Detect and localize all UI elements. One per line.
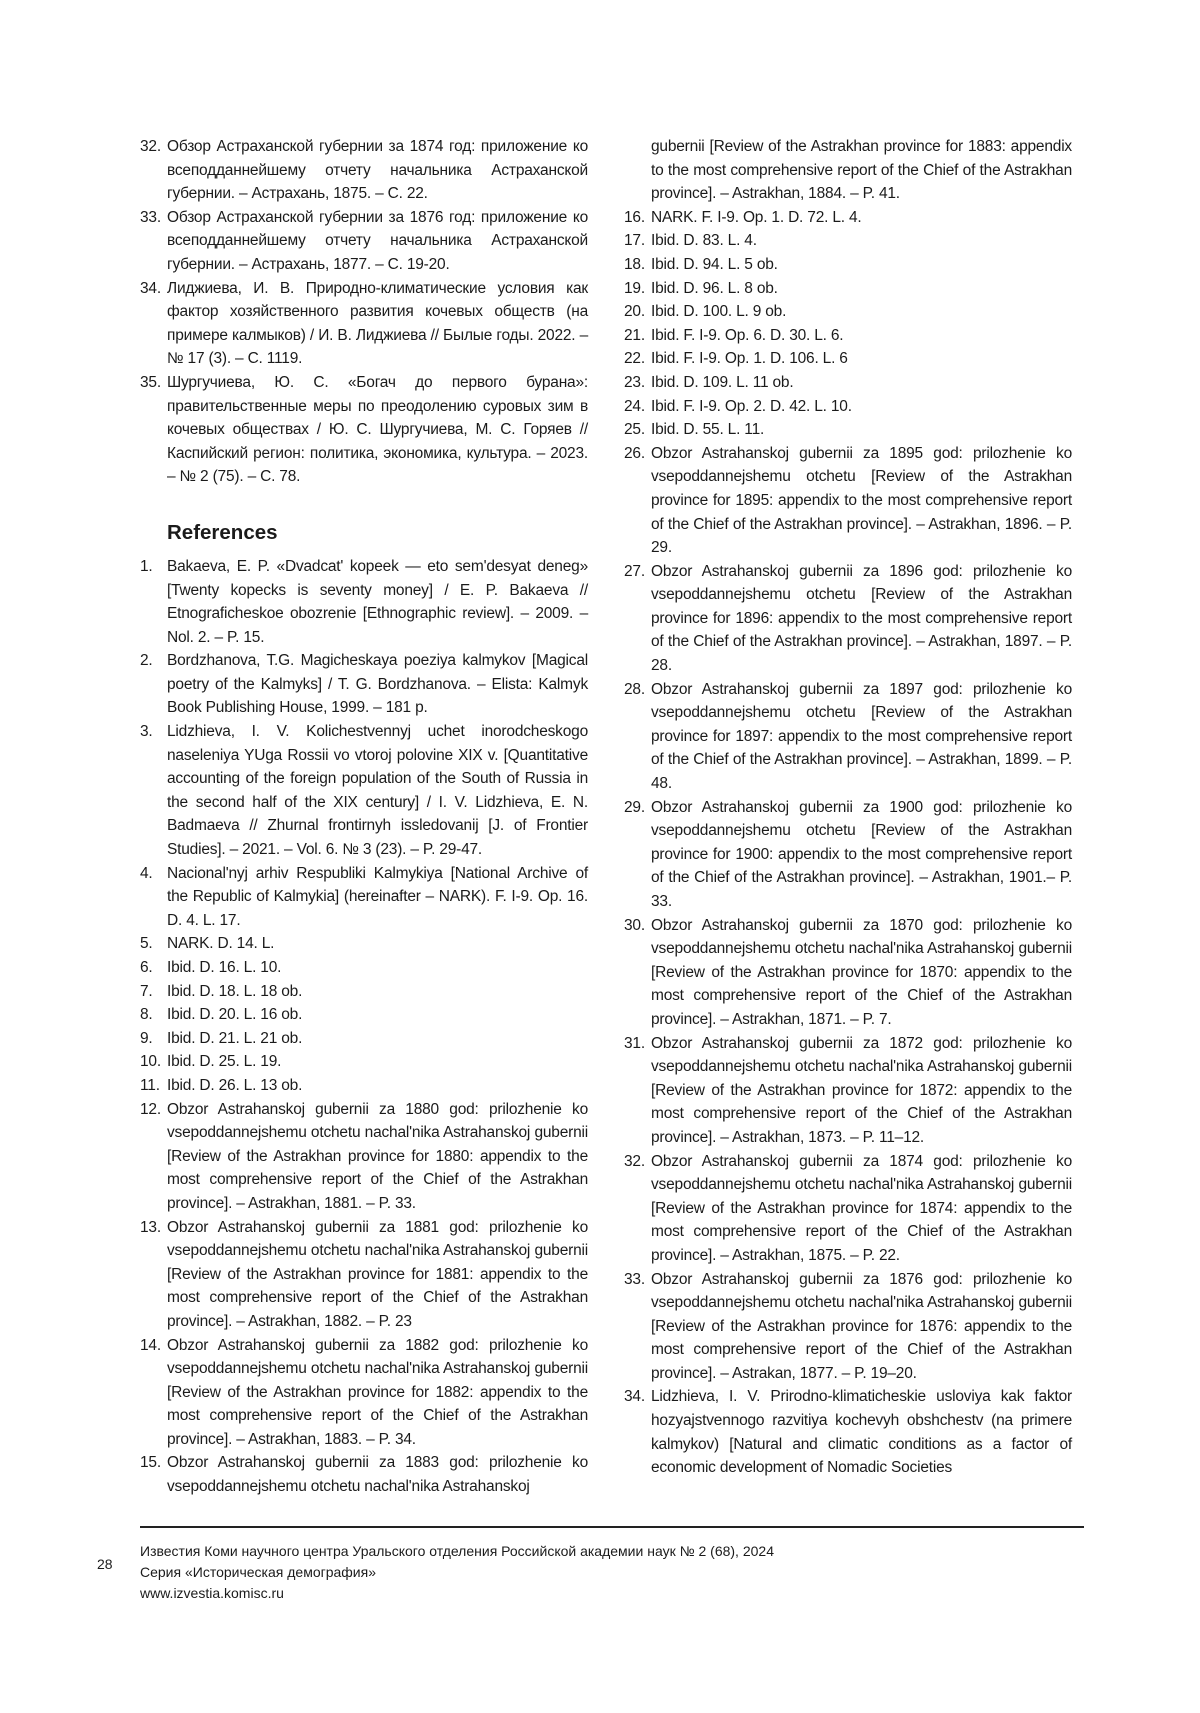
right-column xyxy=(624,135,1072,1480)
reference-text: Obzor Astrahanskoj gubernii za 1882 god: prilozhenie ko vsepoddannejshemu otchetu nachal'nika Astrahanskoj gubernii [Review of the Astrakhan province for 1882: appendix to the most comprehensive report of the Chief of the Astrakhan province]. – Astrakhan, 1883. – P. 34. xyxy=(167,1336,588,1448)
reference-number: 31. xyxy=(624,1034,645,1052)
reference-text: Ibid. D. 25. L. 19. xyxy=(167,1053,282,1071)
reference-text: Ibid. D. 21. L. 21 ob. xyxy=(167,1029,303,1047)
left-column xyxy=(140,135,588,1499)
reference-item xyxy=(624,678,1072,796)
footer-divider xyxy=(140,1526,1084,1528)
reference-number: 20. xyxy=(624,303,645,321)
reference-number: 32. xyxy=(140,138,161,155)
reference-item xyxy=(624,796,1072,914)
reference-number: 10. xyxy=(140,1053,161,1071)
reference-number: 33. xyxy=(624,1270,645,1288)
reference-item xyxy=(140,277,588,371)
series-title: Серия «Историческая демография» xyxy=(140,1564,376,1580)
reference-item xyxy=(140,649,588,720)
reference-item xyxy=(624,1032,1072,1150)
reference-number: 27. xyxy=(624,562,645,580)
reference-number: 4. xyxy=(140,864,153,882)
reference-number: 11. xyxy=(140,1076,160,1094)
reference-item xyxy=(140,1050,588,1074)
reference-number: 29. xyxy=(624,798,645,816)
reference-number: 9. xyxy=(140,1029,153,1047)
reference-item xyxy=(140,932,588,956)
reference-text: Obzor Astrahanskoj gubernii za 1880 god: prilozhenie ko vsepoddannejshemu otchetu nachal'nika Astrahanskoj gubernii [Review of the Astrakhan province for 1880: appendix to the most comprehensive report of the Chief of the Astrakhan province]. – Astrakhan, 1881. – P. 33. xyxy=(167,1100,588,1212)
reference-item xyxy=(624,1150,1072,1268)
reference-item xyxy=(624,135,1072,206)
reference-text: Ibid. D. 109. L. 11 ob. xyxy=(651,373,794,391)
reference-number: 15. xyxy=(140,1454,161,1472)
reference-text: Nacional'nyj arhiv Respubliki Kalmykiya [National Archive of the Republic of Kalmykia] (hereinafter – NARK). F. I-9. Op. 16. D. 4. L. 17. xyxy=(167,864,588,929)
reference-number: 35. xyxy=(140,373,161,391)
reference-item xyxy=(624,395,1072,419)
reference-number: 2. xyxy=(140,652,153,670)
footer xyxy=(140,1541,774,1604)
reference-item xyxy=(624,300,1072,324)
reference-text: gubernii [Review of the Astrakhan province for 1883: appendix to the most comprehensive report of the Chief of the Astrakhan province]. – Astrakhan, 1884. – P. 41. xyxy=(651,138,1072,203)
reference-text: NARK. F. I-9. Op. 1. D. 72. L. 4. xyxy=(651,208,862,226)
references-heading: References xyxy=(167,520,278,544)
reference-number: 5. xyxy=(140,935,153,953)
reference-number: 32. xyxy=(624,1152,645,1170)
reference-text: Bakaeva, E. P. «Dvadcat' kopeek — eto sem'desyat deneg» [Twenty kopecks is seventy money] / E. P. Bakaeva // Etnograficheskoe obozrenie [Ethnographic review]. – 2009. – Nol. 2. – P. 15. xyxy=(167,557,588,646)
reference-number: 28. xyxy=(624,680,645,698)
reference-number: 14. xyxy=(140,1336,161,1354)
reference-text: Obzor Astrahanskoj gubernii za 1881 god: prilozhenie ko vsepoddannejshemu otchetu nachal'nika Astrahanskoj gubernii [Review of the Astrakhan province for 1881: appendix to the most comprehensive report of the Chief of the Astrakhan province]. – Astrakhan, 1882. – P. 23 xyxy=(167,1218,588,1330)
reference-item xyxy=(140,1334,588,1452)
reference-text: Шургучиева, Ю. С. «Богач до первого бурана»: правительственные меры по преодолению суровых зим в кочевых обществах / Ю. С. Шургучиева, М. С. Горяев // Каспийский регион: политика, экономика, культура. – 2023. – № 2 (75). – С. 78. xyxy=(167,373,588,486)
reference-item xyxy=(140,135,588,206)
reference-number: 34. xyxy=(140,279,161,297)
reference-item xyxy=(140,206,588,277)
reference-item xyxy=(624,371,1072,395)
reference-text: Obzor Astrahanskoj gubernii za 1897 god: prilozhenie ko vsepoddannejshemu otchetu [Review of the Astrakhan province for 1897: appendix to the most comprehensive report of the Chief of the Astrakhan province]. – Astrakhan, 1899. – P. 48. xyxy=(651,680,1072,793)
reference-text: Ibid. D. 83. L. 4. xyxy=(651,232,757,250)
reference-number: 13. xyxy=(140,1218,161,1236)
reference-text: Obzor Astrahanskoj gubernii za 1883 god: prilozhenie ko vsepoddannejshemu otchetu nachal'nika Astrahanskoj xyxy=(167,1454,588,1496)
reference-number: 17. xyxy=(624,232,645,250)
reference-text: Ibid. D. 18. L. 18 ob. xyxy=(167,982,303,1000)
reference-text: Ibid. D. 94. L. 5 ob. xyxy=(651,255,778,273)
reference-number: 7. xyxy=(140,982,153,1000)
reference-number: 30. xyxy=(624,916,645,934)
reference-text: Ibid. D. 100. L. 9 ob. xyxy=(651,303,787,321)
reference-number: 18. xyxy=(624,255,645,273)
reference-item xyxy=(624,253,1072,277)
reference-number: 21. xyxy=(624,326,645,344)
reference-item xyxy=(624,347,1072,371)
reference-text: Obzor Astrahanskoj gubernii za 1900 god: prilozhenie ko vsepoddannejshemu otchetu [Review of the Astrakhan province for 1900: appendix to the most comprehensive report of the Chief of the Astrakhan province]. – Astrakhan, 1901.– P. 33. xyxy=(651,798,1072,910)
reference-item xyxy=(140,956,588,980)
reference-number: 33. xyxy=(140,208,161,226)
reference-item xyxy=(140,1027,588,1051)
reference-item xyxy=(624,277,1072,301)
reference-item xyxy=(140,371,588,489)
reference-item xyxy=(140,1003,588,1027)
reference-item xyxy=(624,914,1072,1032)
reference-item xyxy=(624,1268,1072,1386)
reference-text: Лиджиева, И. В. Природно-климатические условия как фактор хозяйственного развития кочевых обществ (на примере калмыков) / И. В. Лиджиева // Былые годы. 2022. – № 17 (3). – С. 1119. xyxy=(167,279,588,368)
reference-number: 12. xyxy=(140,1100,161,1118)
journal-title: Известия Коми научного центра Уральского отделения Российской академии наук № 2 (68), 2024 xyxy=(140,1543,774,1559)
reference-text: Обзор Астраханской губернии за 1876 год: приложение ко всеподданнейшему отчету начальника Астраханской губернии. – Астрахань, 1877. – С. 19-20. xyxy=(167,208,588,273)
reference-item xyxy=(140,1216,588,1334)
page-number: 28 xyxy=(97,1556,113,1572)
reference-text: Ibid. D. 55. L. 11. xyxy=(651,421,765,439)
reference-number: 26. xyxy=(624,444,645,462)
reference-text: Ibid. D. 26. L. 13 ob. xyxy=(167,1076,303,1094)
website-link[interactable]: www.izvestia.komisc.ru xyxy=(140,1585,284,1601)
reference-number: 25. xyxy=(624,421,645,439)
reference-item xyxy=(140,980,588,1004)
reference-text: NARK. D. 14. L. xyxy=(167,935,275,953)
reference-text: Ibid. F. I-9. Op. 6. D. 30. L. 6. xyxy=(651,326,844,344)
reference-item xyxy=(140,1451,588,1498)
reference-item xyxy=(140,555,588,649)
reference-text: Obzor Astrahanskoj gubernii za 1870 god: prilozhenie ko vsepoddannejshemu otchetu nachal'nika Astrahanskoj gubernii [Review of the Astrakhan province for 1870: appendix to the most comprehensive report of the Chief of the Astrakhan province]. – Astrakhan, 1871. – P. 7. xyxy=(651,916,1072,1028)
reference-number: 8. xyxy=(140,1006,153,1024)
reference-text: Обзор Астраханской губернии за 1874 год: приложение ко всеподданнейшему отчету начальника Астраханской губернии. – Астрахань, 1875. – С. 22. xyxy=(167,138,588,203)
reference-number: 19. xyxy=(624,279,645,297)
english-reference-list-left xyxy=(140,555,588,1499)
reference-text: Obzor Astrahanskoj gubernii za 1874 god: prilozhenie ko vsepoddannejshemu otchetu nachal'nika Astrahanskoj gubernii [Review of the Astrakhan province for 1874: appendix to the most comprehensive report of the Chief of the Astrakhan province]. – Astrakhan, 1875. – P. 22. xyxy=(651,1152,1072,1264)
reference-text: Obzor Astrahanskoj gubernii za 1876 god: prilozhenie ko vsepoddannejshemu otchetu nachal'nika Astrahanskoj gubernii [Review of the Astrakhan province for 1876: appendix to the most comprehensive report of the Chief of the Astrakhan province]. – Astrakan, 1877. – P. 19–20. xyxy=(651,1270,1072,1382)
reference-number: 24. xyxy=(624,397,645,415)
reference-item xyxy=(140,720,588,862)
russian-reference-list xyxy=(140,135,588,489)
reference-item xyxy=(140,1074,588,1098)
reference-item xyxy=(140,1098,588,1216)
reference-text: Obzor Astrahanskoj gubernii za 1895 god: prilozhenie ko vsepoddannejshemu otchetu [Review of the Astrakhan province for 1895: appendix to the most comprehensive report of the Chief of the Astrakhan province]. – Astrakhan, 1896. – P. 29. xyxy=(651,444,1072,557)
reference-text: Bordzhanova, T.G. Magicheskaya poeziya kalmykov [Magical poetry of the Kalmyks] / T. G. Bordzhanova. – Elista: Kalmyk Book Publishing House, 1999. – 181 p. xyxy=(167,652,588,717)
reference-number: 16. xyxy=(624,208,645,226)
reference-text: Ibid. D. 20. L. 16 ob. xyxy=(167,1006,303,1024)
reference-number: 23. xyxy=(624,373,645,391)
reference-item xyxy=(624,1385,1072,1479)
reference-number: 6. xyxy=(140,959,153,976)
reference-text: Obzor Astrahanskoj gubernii za 1872 god: prilozhenie ko vsepoddannejshemu otchetu nachal'nika Astrahanskoj gubernii [Review of the Astrakhan province for 1872: appendix to the most comprehensive report of the Chief of the Astrakhan province]. – Astrakhan, 1873. – P. 11–12. xyxy=(651,1034,1072,1146)
reference-item xyxy=(624,229,1072,253)
reference-text: Lidzhieva, I. V. Kolichestvennyj uchet inorodcheskogo naseleniya YUga Rossii vo vtoroj polovine XIX v. [Quantitative accounting of the foreign population of the South of Russia in the second half of the XIX century] / I. V. Lidzhieva, E. N. Badmaeva // Zhurnal frontirnyh issledovanij [J. of Frontier Studies]. – 2021. – Vol. 6. № 3 (23). – P. 29-47. xyxy=(167,723,588,859)
reference-number: 1. xyxy=(140,557,153,575)
reference-item xyxy=(624,560,1072,678)
reference-number: 3. xyxy=(140,723,153,741)
reference-text: Lidzhieva, I. V. Prirodno-klimaticheskie usloviya kak faktor hozyajstvennogo razvitiya kochevyh obshchestv (na primere kalmykov) [Natural and climatic conditions as a factor of economic development of Nomadic Societies xyxy=(651,1388,1072,1477)
reference-text: Ibid. F. I-9. Op. 2. D. 42. L. 10. xyxy=(651,397,852,415)
reference-item xyxy=(624,206,1072,230)
english-reference-list-right xyxy=(624,135,1072,1480)
reference-text: Ibid. D. 16. L. 10. xyxy=(167,959,282,976)
reference-item xyxy=(624,324,1072,348)
reference-item xyxy=(624,418,1072,442)
reference-text: Ibid. F. I-9. Op. 1. D. 106. L. 6 xyxy=(651,350,848,368)
reference-item xyxy=(624,442,1072,560)
reference-number: 34. xyxy=(624,1388,645,1406)
reference-item xyxy=(140,862,588,933)
reference-text: Obzor Astrahanskoj gubernii za 1896 god: prilozhenie ko vsepoddannejshemu otchetu [Review of the Astrakhan province for 1896: appendix to the most comprehensive report of the Chief of the Astrakhan province]. – Astrakhan, 1897. – P. 28. xyxy=(651,562,1072,675)
reference-text: Ibid. D. 96. L. 8 ob. xyxy=(651,279,778,297)
reference-number: 22. xyxy=(624,350,645,368)
